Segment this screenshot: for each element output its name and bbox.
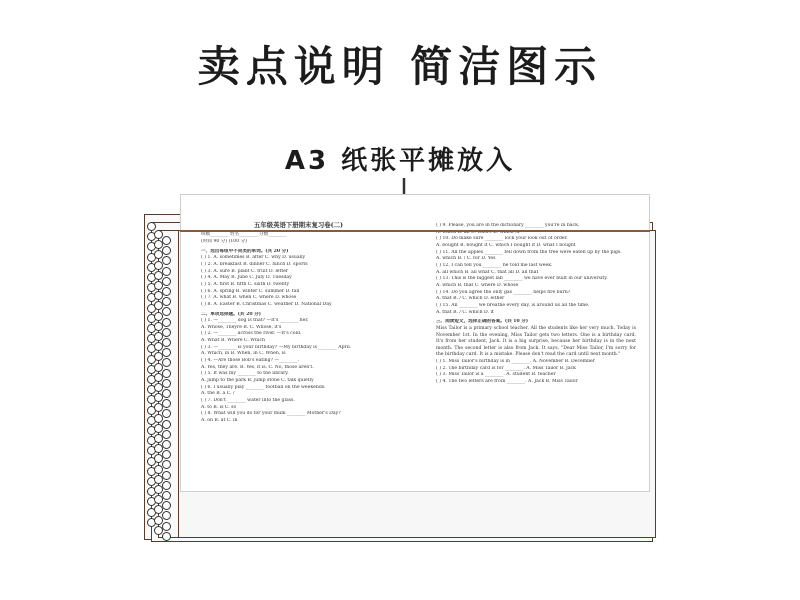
question-row: A. all which B. all what C. that all D. all that: [436, 269, 539, 275]
question-row: A. to B. is C. so: [201, 404, 237, 410]
binder-ring-hole-icon: [162, 318, 171, 327]
question-row: ( ) 5. It was my ________ to the library.: [201, 371, 289, 377]
question-row: ( ) 7. A. what B. when C. where D. whose: [201, 295, 297, 301]
binder-ring-hole-icon: [162, 379, 171, 388]
question-row: ( ) 15. An ________ we breathe every day, is around us all the time.: [436, 302, 590, 308]
question-row: ( ) 3. Miss Tailor is a ________. A. student B. teacher: [436, 372, 556, 378]
question-row: A. on B. at C. in: [201, 418, 238, 423]
paper-title: 五年级英语下册期末复习卷(二): [253, 221, 344, 229]
binder-ring-hole-icon: [162, 369, 171, 378]
binder-ring-hole-icon: [162, 481, 171, 490]
binder-ring-hole-icon: [162, 287, 171, 296]
section-heading: 三、阅读短文，选择正确的答案。(共 10 分): [436, 319, 529, 325]
question-row: A. which B. / C. for D. Yes: [436, 256, 496, 262]
question-row: ( ) 10. Do make sure ________ lock your look out of order.: [436, 236, 568, 242]
binder-ring-hole-icon: [162, 338, 171, 347]
question-row: A. Yes, they are. B. Yes, it is. C. No, those aren't.: [201, 364, 314, 370]
binder-ring-hole-icon: [162, 267, 171, 276]
section-heading: 二、单项选择题。(共 20 分): [201, 311, 261, 317]
question-row: A. jump to the park B. jump stone C. talk quietly: [201, 378, 314, 384]
a3-paper: [180, 194, 650, 492]
question-row: ( ) 9. Please, you are in the dictionary ________ you're in back.: [436, 223, 580, 228]
reading-passage: Miss Tailor is a primary school teacher. All the students like her very much. Today is November 1st. In the evening, Miss Tailor gets two letters. One is a birthday card. It's from her student, Jack. It is a big surprise, because her birthday is in the next month. The second letter is also from Jack. It says, "Dear Miss Tailor, I'm sorry for the birthday card. It is a mistake. Please don't read the card until next month.": [436, 325, 636, 358]
question-row: A. bought B. bought it C. which I bought it D. what I bought: [436, 242, 576, 248]
question-row: ( ) 8. What will you do for your mum ________ Mother's Day?: [201, 411, 341, 417]
question-row: A. Which, in B. When, in C. When, is: [201, 351, 286, 357]
question-row: ( ) 2. A. breakfast B. dinner C. lunch D. sports: [201, 261, 308, 267]
question-row: ( ) 4. A. May B. June C. July D. Tuesday: [201, 275, 292, 281]
question-row: ( ) 5. A. first B. fifth C. sixth D. twenty: [201, 281, 290, 287]
header-line: (时间 90 分) (100 分): [201, 238, 247, 244]
question-row: ( ) 12. I can tell you ________ he told me last week.: [436, 262, 553, 268]
binder-ring-hole-icon: [162, 389, 171, 398]
question-row: A. which B. an C. where D. which of: [436, 229, 520, 235]
question-row: ( ) 3. —________ is your birthday? —My birthday is ________ April.: [201, 344, 352, 350]
header-line: 班级________ 姓名________ 分数________: [201, 232, 287, 238]
question-row: A. which B. that C. where D. whose: [436, 282, 519, 288]
binder-ring-hole-icon: [162, 440, 171, 449]
question-row: A. the B. a C. /: [201, 391, 235, 397]
binder-ring-hole-icon: [162, 420, 171, 429]
binder-ring-hole-icon: [162, 277, 171, 286]
binder-ring-hole-icon: [162, 328, 171, 337]
question-row: A. Whose, Theyre B. C. Whose, it's: [201, 324, 282, 330]
fold-line: [180, 230, 650, 232]
question-row: ( ) 1. A. sometimes B. after C. why D. usually: [201, 255, 306, 261]
question-row: ( ) 4. The two letters are from ________. A. Jack B. Miss Tailor: [436, 379, 578, 385]
question-row: ( ) 6. I usually play ________ football on the weekends.: [201, 384, 326, 390]
binder-ring-hole-icon: [162, 430, 171, 439]
question-row: A. that B. / C. which D. it: [436, 309, 494, 315]
question-row: ( ) 11. All the apples ________ fell down from the tree were eaten up by the pigs.: [436, 249, 622, 255]
question-row: ( ) 6. A. spring B. winter C. summer D. fall: [201, 288, 300, 294]
binder-ring-hole-icon: [162, 491, 171, 500]
question-row: ( ) 1. —________ dog is that? —It's ________ her.: [201, 318, 309, 324]
question-row: ( ) 8. A. Easter B. Christmas C. weather D. National Day: [201, 301, 332, 307]
binder-ring-hole-icon: [162, 236, 171, 245]
question-row: A. that B. / C. which D. either: [436, 296, 505, 302]
binder-ring-hole-icon: [162, 532, 171, 541]
question-row: ( ) 4. —Are those Bob's eating? —________.: [201, 358, 299, 364]
question-row: ( ) 1. Miss Tailor's birthday is in ________. A. November B. December: [436, 359, 595, 365]
subheading: A3 纸张平摊放入: [284, 146, 516, 176]
section-heading: 一、选出每组中不同类的单词。(共 20 分): [201, 248, 289, 254]
heading: 卖点说明 简洁图示: [197, 42, 603, 91]
question-row: A. What B. Where C. Which: [201, 338, 265, 344]
binder-ring-hole-icon: [162, 522, 171, 531]
question-row: ( ) 7. Don't ________ water into the glass.: [201, 398, 295, 404]
question-row: ( ) 3. A. sure B. plant C. fruit D. letter: [201, 268, 289, 274]
binder-ring-hole-icon: [162, 471, 171, 480]
question-row: ( ) 13. This is the biggest lab ________ we have ever built in our university.: [436, 276, 608, 282]
paper-right-column: [436, 223, 636, 386]
question-row: ( ) 2. The birthday card is for ________. A. Miss Tailor B. Jack: [436, 365, 576, 371]
question-row: ( ) 14. Do you agree the only gas ________ helps fire burn?: [436, 289, 571, 295]
binder-ring-hole-icon: [147, 222, 156, 231]
question-row: ( ) 2. —________ across the river. —It's cold.: [201, 331, 302, 337]
